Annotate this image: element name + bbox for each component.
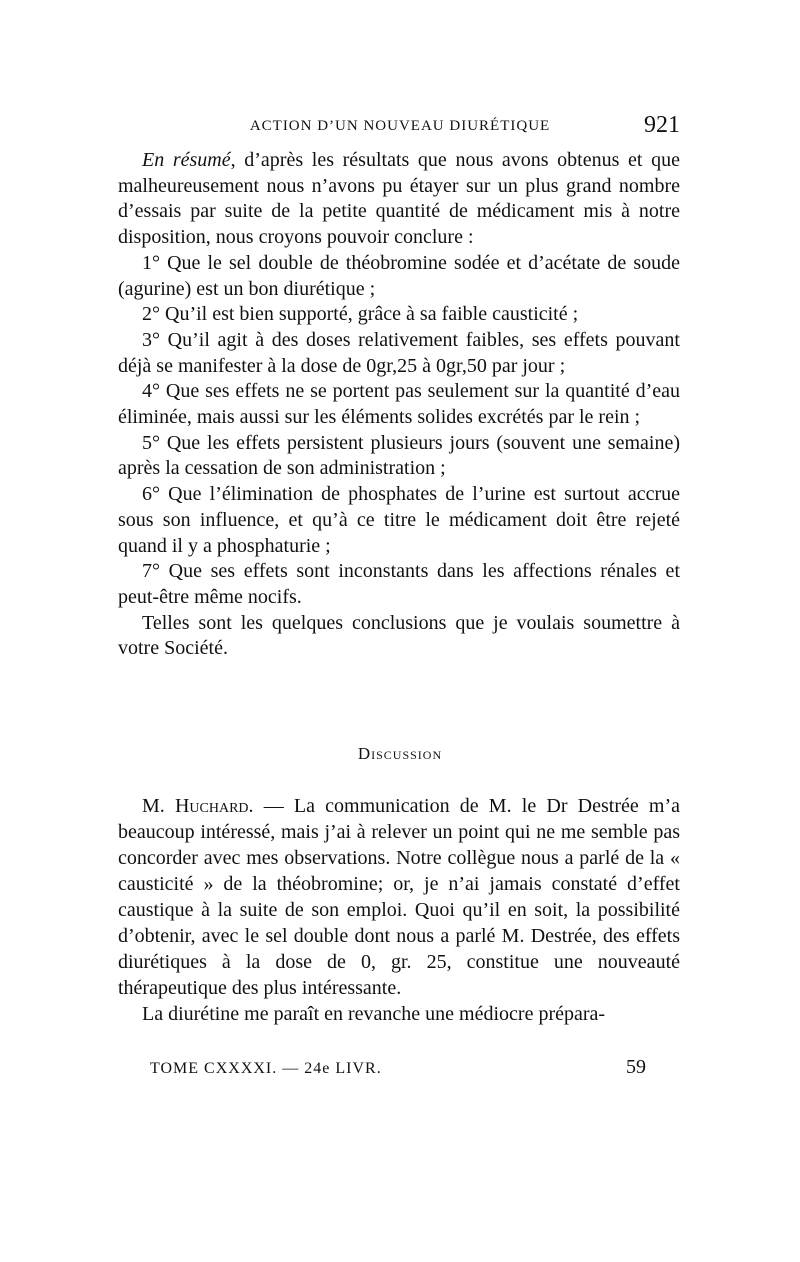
- conclusion-item-1: 1° Que le sel double de théobromine sodée et d’acétate de soude (agurine) est un bon diurétique ;: [118, 251, 680, 300]
- running-title: ACTION D’UN NOUVEAU DIURÉTIQUE: [249, 118, 551, 134]
- conclusion-item-5: 5° Que les effets persistent plusieurs jours (souvent une semaine) après la cessation de son administration ;: [118, 431, 680, 480]
- conclusion-item-3: 3° Qu’il agit à des doses relativement faibles, ses effets pouvant déjà se manifester à la dose de 0gr,25 à 0gr,50 par jour ;: [118, 328, 680, 377]
- intro-emphasis: En résumé: [142, 149, 231, 171]
- discussion-block: [118, 793, 680, 1027]
- conclusion-item-7: 7° Que ses effets sont inconstants dans les affections rénales et peut-être même nocifs.: [118, 560, 680, 608]
- discussion-heading: Discussion: [357, 744, 443, 763]
- running-header: [120, 112, 680, 144]
- speaker-name: M. Huchard.: [142, 795, 254, 817]
- signature-number: 59: [626, 1056, 646, 1078]
- discussion-text: — La communication de M. le Dr Destrée m’a beaucoup intéressé, mais j’ai à relever un point qui ne me semble pas concorder avec mes observations. Notre collègue nous a parlé de la « causticité » de la théobromine; or, je n’ai jamais constaté d’effet caustique à la suite de son emploi. Quoi qu’il en soit, la possibilité d’obtenir, avec le sel double dont nous a parlé M. Destrée, des effets diurétiques à la dose de 0, gr. 25, constitue une nouveauté thérapeutique des plus intéressante.: [118, 795, 681, 999]
- conclusion-item-2: 2° Qu’il est bien supporté, grâce à sa faible causticité ;: [142, 303, 579, 326]
- conclusions-block: [118, 148, 680, 662]
- conclusion-item-4: 4° Que ses effets ne se portent pas seulement sur la quantité d’eau éliminée, mais aussi sur les éléments solides excrétés par le rein ;: [118, 380, 680, 429]
- conclusion-item-6: 6° Que l’élimination de phosphates de l’urine est surtout accrue sous son influence, et qu’à ce titre le médicament doit être rejeté quand il y a phosphaturie ;: [118, 483, 680, 557]
- closing-paragraph: Telles sont les quelques conclusions que je voulais soumettre à votre Société.: [118, 611, 680, 660]
- volume-signature: TOME CXXXXI. — 24e LIVR.: [150, 1060, 382, 1077]
- intro-text: , d’après les résultats que nous avons obtenus et que malheureusement nous n’avons pu étayer sur un plus grand nombre d’essais par suite de la petite quantité de médicament mis à notre disposition, nous croyons pouvoir conclure :: [118, 149, 680, 249]
- page-footer: [150, 1054, 646, 1084]
- discussion-paragraph: [118, 793, 680, 1001]
- discussion-paragraph-2: La diurétine me paraît en revanche une médiocre prépara-: [142, 1003, 606, 1025]
- page-number: 921: [644, 112, 680, 138]
- intro-paragraph: [118, 148, 680, 251]
